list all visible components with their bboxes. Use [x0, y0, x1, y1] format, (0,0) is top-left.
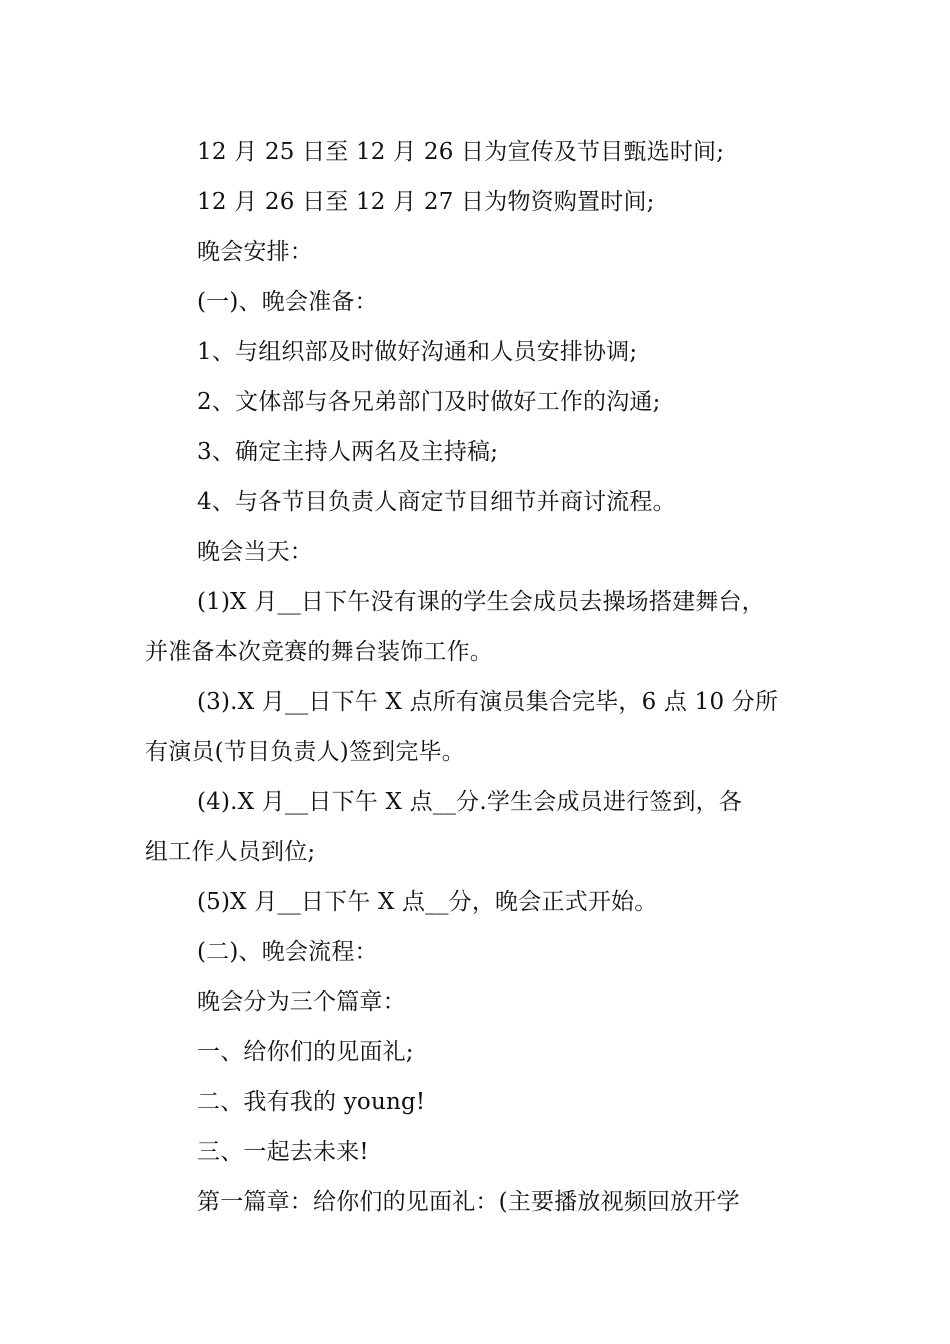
flow-intro: 晚会分为三个篇章： — [197, 989, 406, 1015]
day-item-4-continued: 组工作人员到位; — [145, 839, 316, 865]
document-body — [145, 127, 815, 1227]
schedule-line-purchasing: 12 月 26 日至 12 月 27 日为物资购置时间; — [197, 189, 655, 215]
heading-party-flow: (二)、晚会流程： — [197, 939, 378, 965]
heading-party-day: 晚会当天： — [197, 539, 313, 565]
prep-item-4: 4、与各节目负责人商定节目细节并商讨流程。 — [197, 489, 676, 515]
prep-item-1: 1、与组织部及时做好沟通和人员安排协调; — [197, 339, 638, 365]
schedule-line-publicity: 12 月 25 日至 12 月 26 日为宣传及节目甄选时间; — [197, 139, 725, 165]
prep-item-2: 2、文体部与各兄弟部门及时做好工作的沟通; — [197, 389, 661, 415]
day-item-1-continued: 并准备本次竞赛的舞台装饰工作。 — [145, 639, 493, 665]
chapter-1-detail: 第一篇章：给你们的见面礼：(主要播放视频回放开学 — [197, 1189, 740, 1215]
prep-item-3: 3、确定主持人两名及主持稿; — [197, 439, 499, 465]
day-item-4: (4).X 月__日下午 X 点__分.学生会成员进行签到，各 — [197, 789, 743, 815]
chapter-3: 三、一起去未来! — [197, 1139, 369, 1165]
day-item-3: (3).X 月__日下午 X 点所有演员集合完毕，6 点 10 分所 — [197, 689, 779, 715]
day-item-3-continued: 有演员(节目负责人)签到完毕。 — [145, 739, 465, 765]
day-item-5: (5)X 月__日下午 X 点__分，晚会正式开始。 — [197, 889, 658, 915]
day-item-1: (1)X 月__日下午没有课的学生会成员去操场搭建舞台， — [197, 589, 765, 615]
chapter-2: 二、我有我的 young! — [197, 1089, 426, 1115]
chapter-1: 一、给你们的见面礼; — [197, 1039, 414, 1065]
heading-party-arrangement: 晚会安排： — [197, 239, 313, 265]
heading-preparation: (一)、晚会准备： — [197, 289, 378, 315]
